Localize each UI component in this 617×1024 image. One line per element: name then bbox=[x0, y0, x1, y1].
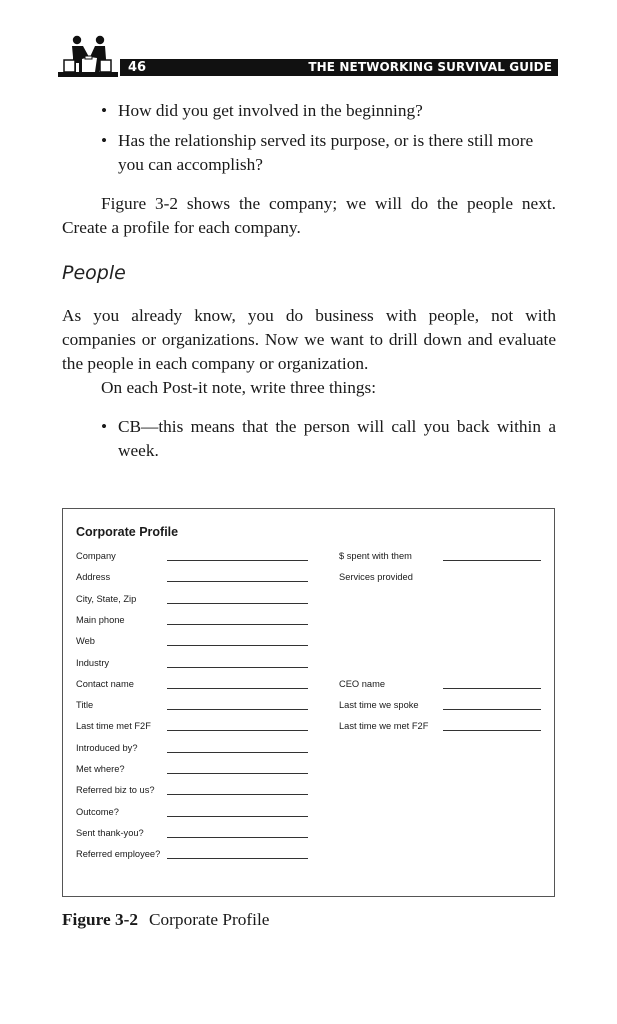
field-label: Last time met F2F bbox=[76, 721, 151, 732]
field-line bbox=[167, 816, 308, 817]
bullet-item bbox=[101, 99, 538, 123]
bullet-text: Has the relationship served its purpose, or is there still more you can accomplish? bbox=[118, 131, 534, 174]
field-line bbox=[167, 730, 308, 731]
field-line bbox=[167, 688, 308, 689]
section-heading: People bbox=[62, 262, 126, 284]
paragraph: On each Post-it note, write three things: bbox=[101, 378, 376, 397]
field-label: Outcome? bbox=[76, 806, 119, 817]
field-label: Referred biz to us? bbox=[76, 785, 155, 796]
field-label: Main phone bbox=[76, 614, 125, 625]
field-line bbox=[167, 773, 308, 774]
field-label: $ spent with them bbox=[339, 551, 412, 561]
field-label: Services provided bbox=[339, 572, 413, 582]
field-line bbox=[167, 667, 308, 668]
field-label: Referred employee? bbox=[76, 849, 161, 860]
page-number: 46 bbox=[128, 60, 147, 75]
field-label: Company bbox=[76, 551, 116, 561]
field-label: Contact name bbox=[76, 678, 134, 689]
field-line bbox=[443, 730, 541, 731]
field-label: CEO name bbox=[339, 679, 385, 689]
corporate-profile-form bbox=[62, 508, 555, 897]
field-label: Address bbox=[76, 572, 111, 583]
bullet-icon: • bbox=[101, 131, 108, 150]
field-label: Met where? bbox=[76, 764, 125, 774]
field-label: City, State, Zip bbox=[76, 593, 137, 604]
field-label: Last time we spoke bbox=[339, 700, 419, 710]
handshake-icon bbox=[58, 30, 118, 78]
running-head: THE NETWORKING SURVIVAL GUIDE bbox=[308, 60, 552, 74]
field-line bbox=[167, 645, 308, 646]
field-line bbox=[167, 752, 308, 753]
field-line bbox=[443, 560, 541, 561]
figure-title: Corporate Profile bbox=[149, 910, 270, 929]
bullet-text: CB—this means that the person will call you back within a week. bbox=[118, 417, 556, 460]
field-label: Sent thank-you? bbox=[76, 827, 144, 838]
field-label: Industry bbox=[76, 657, 110, 668]
bullet-text: How did you get involved in the beginning? bbox=[118, 101, 423, 120]
field-line bbox=[443, 688, 541, 689]
field-label: Title bbox=[76, 700, 94, 711]
bullet-icon: • bbox=[101, 101, 108, 120]
field-line bbox=[167, 794, 308, 795]
header-rule bbox=[120, 59, 558, 76]
paragraph: Figure 3-2 shows the company; we will do the people next. Create a profile for each company. bbox=[62, 194, 556, 237]
field-label: Last time we met F2F bbox=[339, 721, 429, 731]
form-title: Corporate Profile bbox=[76, 525, 179, 539]
field-line bbox=[167, 560, 308, 561]
field-line bbox=[167, 603, 308, 604]
bullet-icon: • bbox=[101, 417, 108, 436]
field-line bbox=[167, 581, 308, 582]
figure-label: Figure 3-2 bbox=[62, 910, 138, 929]
paragraph: As you already know, you do business with people, not with companies or organizations. Now we want to drill down and evaluate the people in each company or organization. bbox=[62, 306, 556, 373]
field-label: Web bbox=[76, 636, 95, 647]
field-line bbox=[167, 624, 308, 625]
page-header bbox=[58, 30, 558, 80]
bullet-item bbox=[101, 129, 538, 177]
field-line bbox=[167, 858, 308, 859]
field-line bbox=[443, 709, 541, 710]
field-label: Introduced by? bbox=[76, 742, 138, 753]
figure-caption bbox=[62, 908, 269, 932]
field-line bbox=[167, 837, 308, 838]
bullet-item bbox=[101, 415, 556, 463]
field-line bbox=[167, 709, 308, 710]
